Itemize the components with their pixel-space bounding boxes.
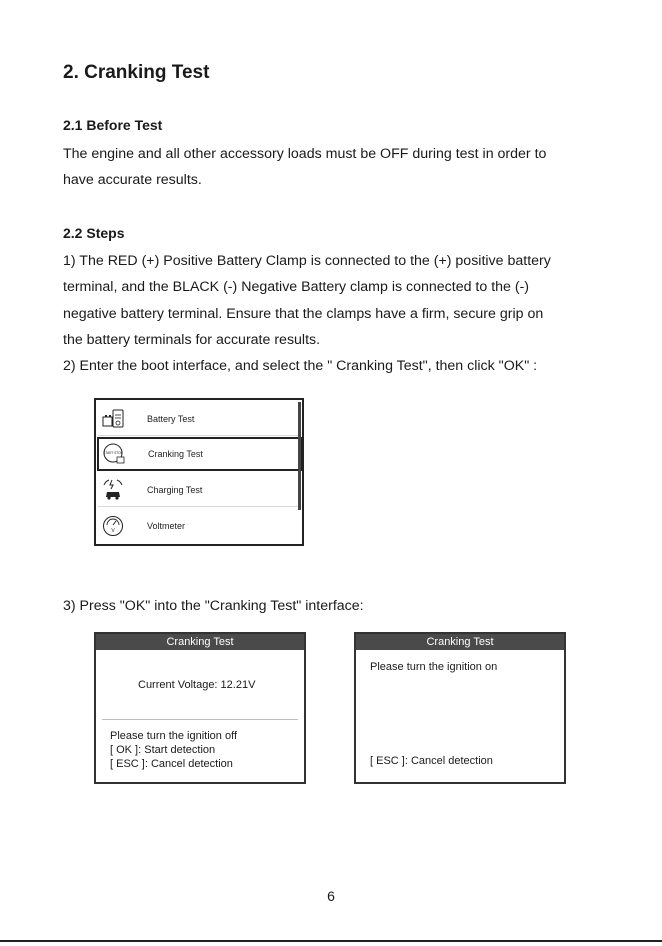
paragraph-line: the battery terminals for accurate results. [63, 331, 321, 348]
menu-scrollbar[interactable] [298, 402, 301, 510]
steps-paragraph [63, 248, 608, 379]
menu-item-battery-test[interactable] [98, 402, 300, 436]
before-test-paragraph [63, 141, 608, 194]
paragraph-line: 1) The RED (+) Positive Battery Clamp is connected to the (+) positive battery [63, 253, 551, 269]
ignition-on-prompt: Please turn the ignition on [370, 661, 498, 673]
main-menu-screenshot [94, 398, 304, 546]
cranking-test-screen-2 [354, 632, 566, 784]
menu-item-label: Voltmeter [147, 521, 186, 531]
cranking-test-screen-1 [94, 632, 306, 784]
screen-divider [102, 719, 298, 720]
section-title: 2. Cranking Test [63, 62, 210, 83]
instruction-line: [ OK ]: Start detection [110, 744, 216, 756]
menu-item-voltmeter[interactable] [98, 509, 300, 543]
paragraph-line: terminal, and the BLACK (-) Negative Battery clamp is connected to the (-) [63, 279, 530, 296]
icon-caption: V [111, 528, 115, 534]
instruction-line: Please turn the ignition off [110, 730, 237, 742]
page-number: 6 [327, 888, 335, 904]
battery-test-icon [101, 407, 125, 431]
menu-item-label: Battery Test [147, 413, 195, 424]
menu-item-label: Charging Test [147, 484, 203, 495]
paragraph-line: 3) Press "OK" into the "Cranking Test" interface: [63, 598, 364, 614]
charging-test-icon [101, 478, 125, 502]
screen-title: Cranking Test [356, 634, 564, 650]
paragraph-line: negative battery terminal. Ensure that the clamps have a firm, secure grip on [63, 305, 544, 322]
paragraph-line: have accurate results. [63, 172, 202, 189]
paragraph-line: The engine and all other accessory loads must be OFF during test in order to [63, 146, 547, 162]
menu-item-charging-test[interactable] [98, 473, 300, 507]
step3-paragraph [63, 593, 608, 619]
steps-heading: 2.2 Steps [63, 225, 125, 241]
before-test-heading: 2.1 Before Test [63, 117, 163, 133]
cranking-test-icon [102, 442, 126, 466]
paragraph-line: 2) Enter the boot interface, and select the " Cranking Test", then click "OK" : [63, 358, 538, 375]
current-voltage-text: Current Voltage: 12.21V [138, 679, 256, 691]
cancel-instruction: [ ESC ]: Cancel detection [370, 755, 493, 767]
screen-title: Cranking Test [96, 634, 304, 650]
voltmeter-icon [101, 514, 125, 538]
footer-rule [0, 940, 662, 942]
icon-caption: START STOP [103, 451, 123, 455]
menu-item-label: Cranking Test [148, 449, 203, 459]
instruction-line: [ ESC ]: Cancel detection [110, 758, 233, 770]
menu-item-cranking-test[interactable] [97, 437, 302, 471]
